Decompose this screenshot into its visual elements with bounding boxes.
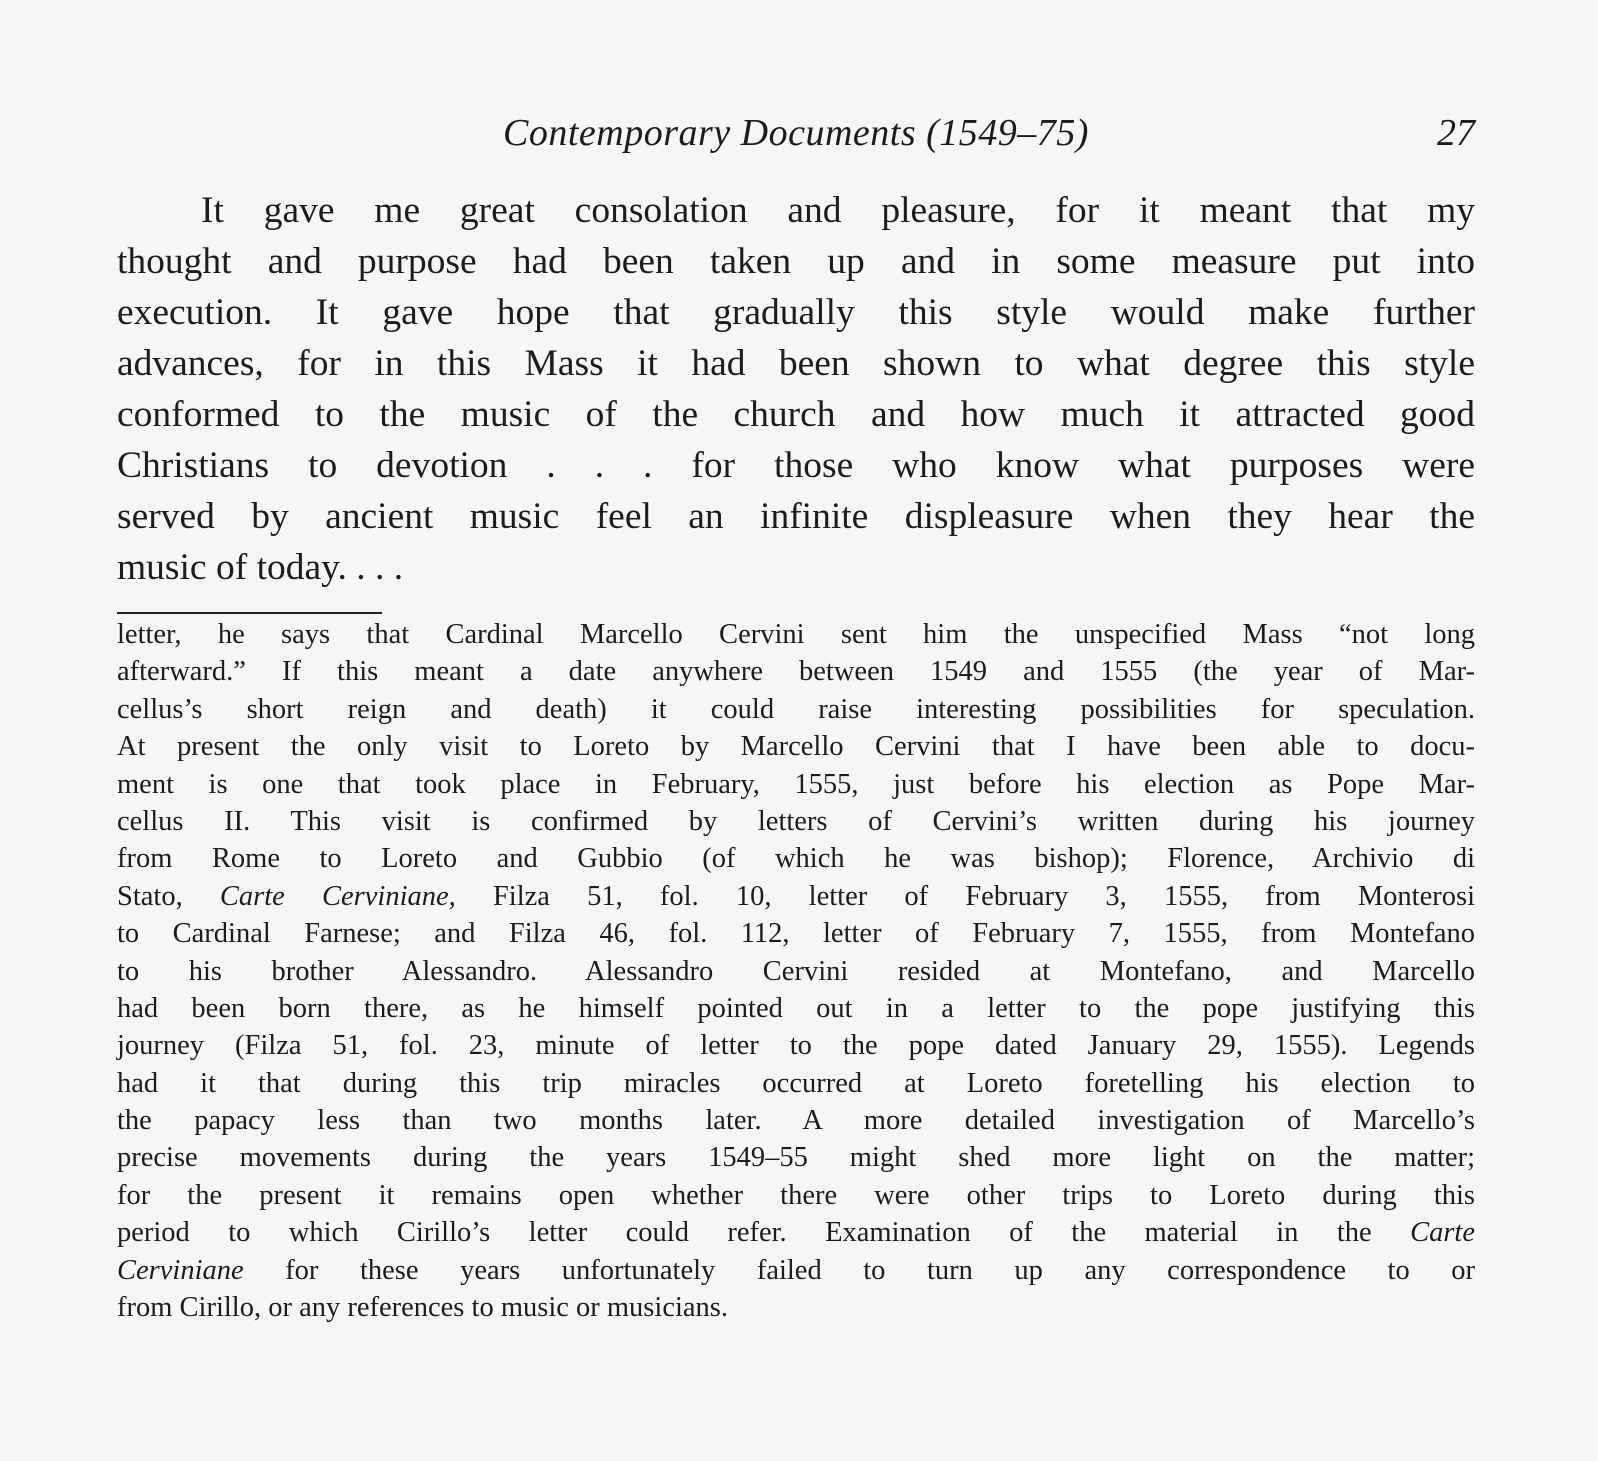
italic-title: Carte Cerviniane, [219, 880, 456, 912]
passage-line: advances, for in this Mass it had been shown to what degree this style [117, 343, 1475, 384]
footnote-text: had it that during this trip miracles occurred at Loreto foretelling his election to [117, 1067, 1475, 1099]
footnote-text: cellus’s short reign and death) it could raise interesting possibilities for speculation. [117, 693, 1475, 725]
footnote-text: journey (Filza 51, fol. 23, minute of letter to the pope dated January 29, 1555). Legends [117, 1030, 1475, 1062]
footnote-line [117, 1214, 1475, 1251]
footnote-text: for these years unfortunately failed to turn up any correspondence to or [243, 1254, 1475, 1286]
footnote-line [117, 953, 1475, 990]
footnote-line [117, 1177, 1475, 1214]
italic-title: Cerviniane [117, 1254, 244, 1286]
footnote-line [117, 616, 1475, 653]
footnote-line [117, 691, 1475, 728]
passage-line: Christians to devotion . . . for those who know what purposes were [117, 445, 1475, 486]
running-title: Contemporary Documents (1549–75) [503, 112, 1089, 154]
italic-title: Carte [1410, 1217, 1475, 1249]
footnote-line [117, 1252, 1475, 1289]
footnote-line [117, 1027, 1475, 1064]
footnote-text: ment is one that took place in February, 1555, just before his election as Pope Mar- [117, 768, 1475, 800]
footnote [117, 616, 1475, 1326]
footnote-line [117, 1289, 1475, 1326]
footnote-text: Filza 51, fol. 10, letter of February 3, 1555, from Monterosi [455, 880, 1475, 912]
footnote-text: precise movements during the years 1549–55 might shed more light on the matter; [117, 1142, 1475, 1174]
footnote-text: afterward.” If this meant a date anywhere between 1549 and 1555 (the year of Mar- [117, 656, 1475, 688]
footnote-line [117, 728, 1475, 765]
footnote-divider [117, 612, 382, 614]
passage-line: execution. It gave hope that gradually this style would make further [117, 292, 1475, 333]
passage-line: thought and purpose had been taken up and in some measure put into [117, 241, 1475, 282]
passage-line: conformed to the music of the church and how much it attracted good [117, 394, 1475, 435]
footnote-text: had been born there, as he himself pointed out in a letter to the pope justifying this [117, 992, 1475, 1024]
footnote-text: period to which Cirillo’s letter could refer. Examination of the material in the [117, 1217, 1411, 1249]
footnote-line [117, 878, 1475, 915]
passage-line: served by ancient music feel an infinite displeasure when they hear the [117, 496, 1475, 537]
footnote-line [117, 1065, 1475, 1102]
page-number: 27 [1437, 112, 1475, 154]
footnote-text: from Cirillo, or any references to music or musicians. [117, 1292, 728, 1324]
footnote-line [117, 653, 1475, 690]
passage-line: It gave me great consolation and pleasure, for it meant that my [201, 190, 1475, 231]
footnote-line [117, 1102, 1475, 1139]
footnote-text: from Rome to Loreto and Gubbio (of which he was bishop); Florence, Archivio di [117, 843, 1475, 875]
footnote-line [117, 915, 1475, 952]
footnote-line [117, 1139, 1475, 1176]
footnote-text: At present the only visit to Loreto by Marcello Cervini that I have been able to docu- [117, 731, 1475, 763]
footnote-line [117, 803, 1475, 840]
footnote-text: letter, he says that Cardinal Marcello Cervini sent him the unspecified Mass “not long [117, 619, 1475, 650]
footnote-text: to his brother Alessandro. Alessandro Cervini resided at Montefano, and Marcello [117, 955, 1475, 987]
passage-line: music of today. . . . [117, 547, 404, 588]
footnote-text: for the present it remains open whether there were other trips to Loreto during this [117, 1179, 1475, 1211]
footnote-text: the papacy less than two months later. A more detailed investigation of Marcello’s [117, 1105, 1475, 1137]
footnote-text: cellus II. This visit is confirmed by letters of Cervini’s written during his journey [117, 805, 1475, 837]
quoted-passage [117, 185, 1475, 593]
footnote-text: Stato, [117, 880, 220, 912]
footnote-line [117, 840, 1475, 877]
page-header [117, 108, 1475, 158]
footnote-line [117, 766, 1475, 803]
footnote-line [117, 990, 1475, 1027]
footnote-text: to Cardinal Farnese; and Filza 46, fol. 112, letter of February 7, 1555, from Montefano [117, 918, 1475, 950]
